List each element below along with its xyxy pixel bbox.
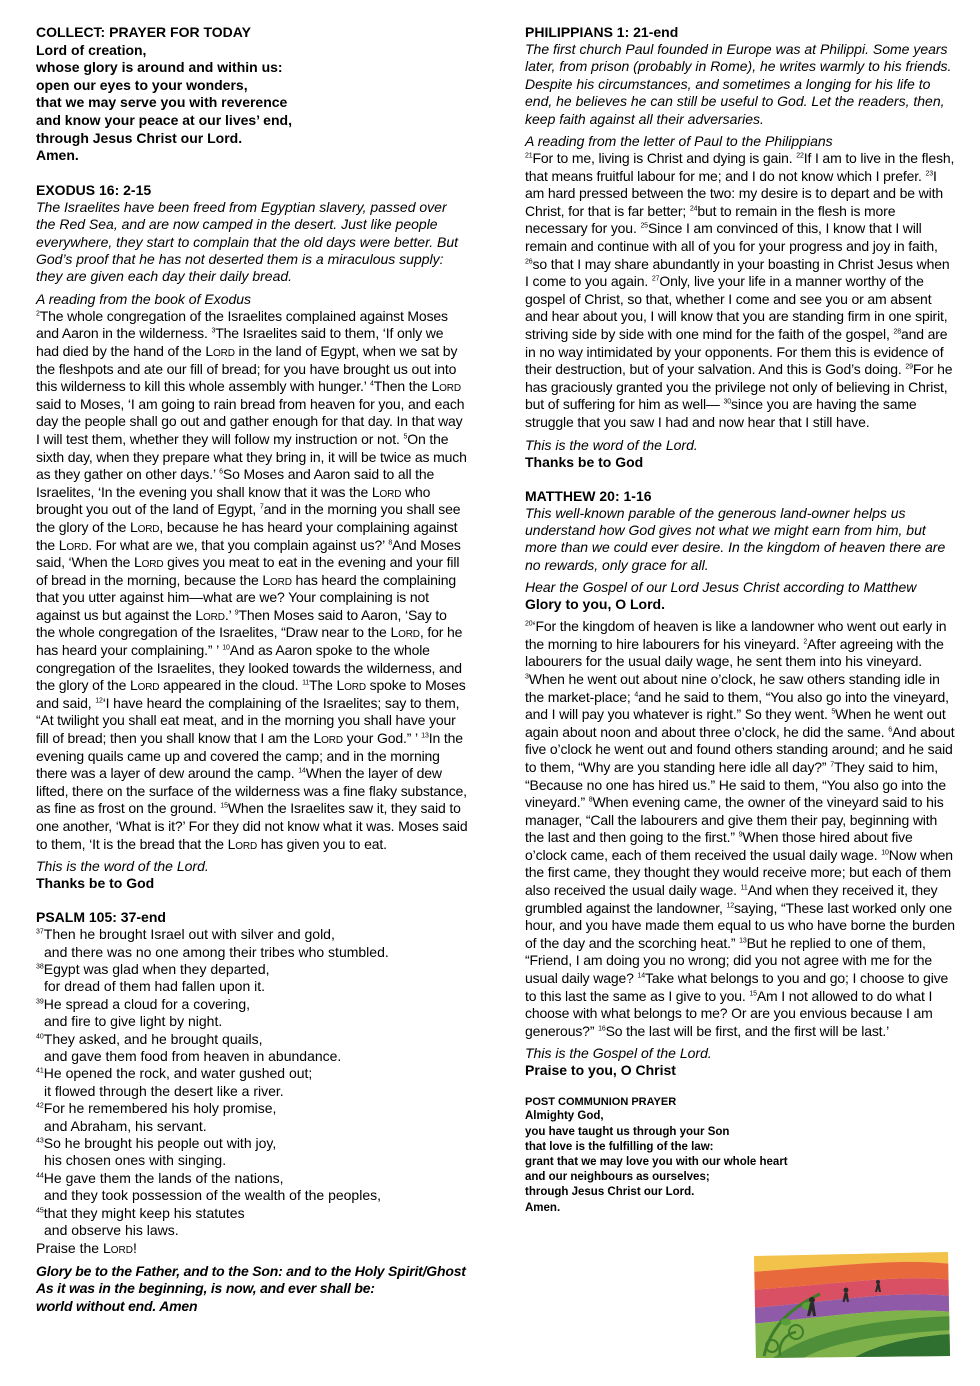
collect-line: open our eyes to your wonders, (36, 76, 248, 93)
gloria-section (36, 1263, 468, 1315)
gloria-line: world without end. Amen (36, 1297, 198, 1314)
matthew-intro: This well-known parable of the generous land-owner helps us understand how God gives not what we might earn from him, but more than we could ever desire. In the kingdom of heaven there are no rewards, only grace for all. (525, 504, 946, 573)
collect-line: Lord of creation, (36, 41, 147, 58)
collect-line: whose glory is around and within us: (36, 59, 283, 76)
gloria-line: As it was in the beginning, is now, and ever shall be: (36, 1280, 375, 1297)
philippians-response-bold: Thanks be to God (525, 453, 644, 470)
philippians-section (525, 24, 955, 471)
collect-section (36, 24, 468, 165)
psalm-verse-line: $^{38}$Egypt was glad when they departed, (36, 961, 270, 977)
psalm-verse-line: $^{43}$So he brought his people out with joy, (36, 1135, 277, 1152)
psalm-verse-line: and gave them food from heaven in abundance. (44, 1048, 342, 1065)
right-column (525, 24, 955, 1216)
left-column (36, 24, 468, 1315)
psalm-heading: PSALM 105: 37-end (36, 909, 166, 926)
collect-heading: COLLECT: PRAYER FOR TODAY (36, 24, 251, 40)
collect-line: and know your peace at our lives’ end, (36, 111, 292, 128)
collect-line: Amen. (36, 147, 79, 164)
post-communion-section (525, 1095, 955, 1215)
psalm-verse-line: $^{39}$He spread a cloud for a covering, (36, 995, 251, 1012)
matthew-heading: MATTHEW 20: 1-16 (525, 487, 652, 504)
collect-line: through Jesus Christ our Lord. (36, 129, 243, 146)
exodus-response-italic: This is the word of the Lord. (36, 858, 209, 875)
psalm-verse-line: and fire to give light by night. (44, 1013, 223, 1030)
vineyard-workers-illustration (750, 1250, 952, 1360)
matthew-gospel-response: Glory to you, O Lord. (525, 596, 665, 613)
matthew-section (525, 488, 955, 1080)
exodus-heading: EXODUS 16: 2-15 (36, 181, 152, 198)
matthew-reading-text: $^{20}$‘For the kingdom of heaven is like a landowner who went out early in the morning to hire labourers for his vineyard. $^2$After agreeing with the labourers for the usual daily wage, he sent them into his vineyard. $^3$When he went out about nine o’clock, he saw others standing idle in the market-place; $^4$and he said to them, “You also go into the vineyard, and I will pay you whatever is right.” So they went. $^5$When he went out again about noon and about three o’clock, he did the same. $^6$And about five o’clock he went out and found others standing around; and he said to them, “Why are you standing here idle all day?” $^7$They said to him, “Because no one has hired us.” He said to them, “You also go into the vineyard.” $^8$When evening came, the owner of the vineyard said to his manager, “Call the labourers and give them their pay, beginning with the last and then going to the first.” $^9$When those hired about five o’clock came, each of them received the usual daily wage. $^{10}$Now when the first came, they thought they would receive more; but each of them also received the usual daily wage. $^{11}$And when they received it, they grumbled against the landowner, $^{12}$saying, “These last worked only one hour, and you have made them equal to us who have borne the burden of the day and the scorching heat.” $^{13}$But he replied to one of them, “Friend, I am doing you no wrong; did you not agree with me for the usual daily wage? $^{14}$Take what belongs to you and go; I choose to give to this last the same as I give to you. $^{15}$Am I not allowed to do what I choose with what belongs to me? Or are you envious because I am generous?” $^{16}$So the last will be first, and the first will be last.’ (525, 618, 955, 1039)
post-communion-line: and our neighbours as ourselves; (525, 1171, 710, 1184)
philippians-heading: PHILIPPIANS 1: 21-end (525, 24, 679, 40)
exodus-intro: The Israelites have been freed from Egyptian slavery, passed over the Red Sea, and are now camped in the desert. Just like people everywhere, they start to complain that the old days were better. But God’s proof that he has not deserted them is a miraculous supply: they are given each day their daily bread. (36, 198, 459, 285)
exodus-response-bold: Thanks be to God (36, 875, 155, 892)
exodus-reading-title: A reading from the book of Exodus (36, 290, 252, 307)
psalm-section (36, 909, 468, 1257)
psalm-verse-line: $^{42}$For he remembered his holy promise, (36, 1100, 277, 1117)
psalm-verse-line: and they took possession of the wealth of the peoples, (44, 1187, 382, 1204)
exodus-section (36, 182, 468, 892)
post-communion-heading: POST COMMUNION PRAYER (525, 1096, 677, 1109)
psalm-verse-line: $^{40}$They asked, and he brought quails, (36, 1030, 263, 1047)
exodus-reading-text: $^2$The whole congregation of the Israelites complained against Moses and Aaron in the wilderness. $^3$The Israelites said to them, ‘If only we had died by the hand of the Lord in the land of Egypt, when we sat by the fleshpots and ate our fill of bread; for you have brought us out into this wilderness to kill this whole assembly with hunger.’ $^4$Then the Lord said to Moses, ‘I am going to rain bread from heaven for you, and each day the people shall go out and gather enough for that day. In that way I will test them, whether they will follow my instruction or not. $^5$On the sixth day, when they prepare what they bring in, it will be twice as much as they gather on other days.’ $^6$So Moses and Aaron said to all the Israelites, ‘In the evening you shall know that it was the Lord who brought you out of the land of Egypt, $^7$and in the morning you shall see the glory of the Lord, because he has heard your complaining against the Lord. For what are we, that you complain against us?’ $^8$And Moses said, ‘When the Lord gives you meat to eat in the evening and your fill of bread in the morning, because the Lord has heard the complaining that you utter against him—what are we? Your complaining is not against us but against the Lord.’ $^9$Then Moses said to Aaron, ‘Say to the whole congregation of the Israelites, “Draw near to the Lord, for he has heard your complaining.” ’ $^{10}$And as Aaron spoke to the whole congregation of the Israelites, they looked towards the wilderness, and the glory of the Lord appeared in the cloud. $^{11}$The Lord spoke to Moses and said, $^{12}$‘I have heard the complaining of the Israelites; say to them, “At twilight you shall eat meat, and in the morning you shall have your fill of bread; then you shall know that I am the Lord your God.” ’ $^{13}$In the evening quails came up and covered the camp; and in the morning there was a layer of dew around the camp. $^{14}$When the layer of dew lifted, there on the surface of the wilderness was a fine flaky substance, as fine as frost on the ground. $^{15}$When the Israelites saw it, they said to one another, ‘What is it?’ For they did not know what it was. Moses said to them, ‘It is the bread that the Lord has given you to eat. (36, 307, 468, 852)
matthew-gospel-title: Hear the Gospel of our Lord Jesus Christ according to Matthew (525, 579, 917, 596)
psalm-verse-line: $^{45}$that they might keep his statutes (36, 1204, 245, 1221)
philippians-response-italic: This is the word of the Lord. (525, 436, 698, 453)
post-communion-line: grant that we may love you with our whole heart (525, 1156, 788, 1169)
matthew-response-italic: This is the Gospel of the Lord. (525, 1045, 712, 1062)
collect-line: that we may serve you with reverence (36, 94, 288, 111)
psalm-verse-line: it flowed through the desert like a river. (44, 1082, 284, 1099)
matthew-response-bold: Praise to you, O Christ (525, 1062, 676, 1079)
post-communion-line: through Jesus Christ our Lord. (525, 1186, 695, 1199)
psalm-verse-line: and observe his laws. (44, 1222, 179, 1239)
psalm-verse-line: $^{41}$He opened the rock, and water gushed out; (36, 1065, 313, 1082)
gloria-line: Glory be to the Father, and to the Son: and to the Holy Spirit/Ghost (36, 1262, 466, 1279)
psalm-closing: Praise the Lord! (36, 1239, 137, 1256)
psalm-verse-line: and there was no one among their tribes who stumbled. (44, 943, 389, 960)
psalm-verse-line: $^{44}$He gave them the lands of the nations, (36, 1169, 284, 1186)
psalm-verse-line: and Abraham, his servant. (44, 1117, 207, 1134)
philippians-reading-title: A reading from the letter of Paul to the Philippians (525, 133, 833, 150)
post-communion-line: that love is the fulfilling of the law: (525, 1140, 714, 1153)
psalm-verse-line: his chosen ones with singing. (44, 1152, 227, 1169)
philippians-reading-text: $^{21}$For to me, living is Christ and dying is gain. $^{22}$If I am to live in the flesh, that means fruitful labour for me; and I do not know which I prefer. $^{23}$I am hard pressed between the two: my desire is to depart and be with Christ, for that is far better; $^{24}$but to remain in the flesh is more necessary for you. $^{25}$Since I am convinced of this, I know that I will remain and continue with all of you for your progress and joy in faith, $^{26}$so that I may share abundantly in your boasting in Christ Jesus when I come to you again. $^{27}$Only, live your life in a manner worthy of the gospel of Christ, so that, whether I come and see you or am absent and hear about you, I will know that you are standing firm in one spirit, striving side by side with one mind for the faith of the gospel, $^{28}$and are in no way intimidated by your opponents. For them this is evidence of their destruction, but of your salvation. And this is God’s doing. $^{29}$For he has graciously granted you the privilege not only of believing in Christ, but of suffering for him as well— $^{30}$since you are having the same struggle that you saw I had and now hear that I still have. (525, 150, 955, 430)
philippians-intro: The first church Paul founded in Europe was at Philippi. Some years later, from prison (probably in Rome), he writes warmly to his friends. Despite his circumstances, and sometimes a longing for his life to end, he believes he can still be useful to God. Let the readers, then, keep faith against all their adversaries. (525, 41, 952, 127)
post-communion-line: Almighty God, (525, 1110, 604, 1123)
psalm-verse-line: for dread of them had fallen upon it. (44, 978, 266, 995)
post-communion-line: Amen. (525, 1201, 561, 1214)
post-communion-line: you have taught us through your Son (525, 1125, 730, 1138)
psalm-verse-line: $^{37}$Then he brought Israel out with silver and gold, (36, 926, 335, 943)
